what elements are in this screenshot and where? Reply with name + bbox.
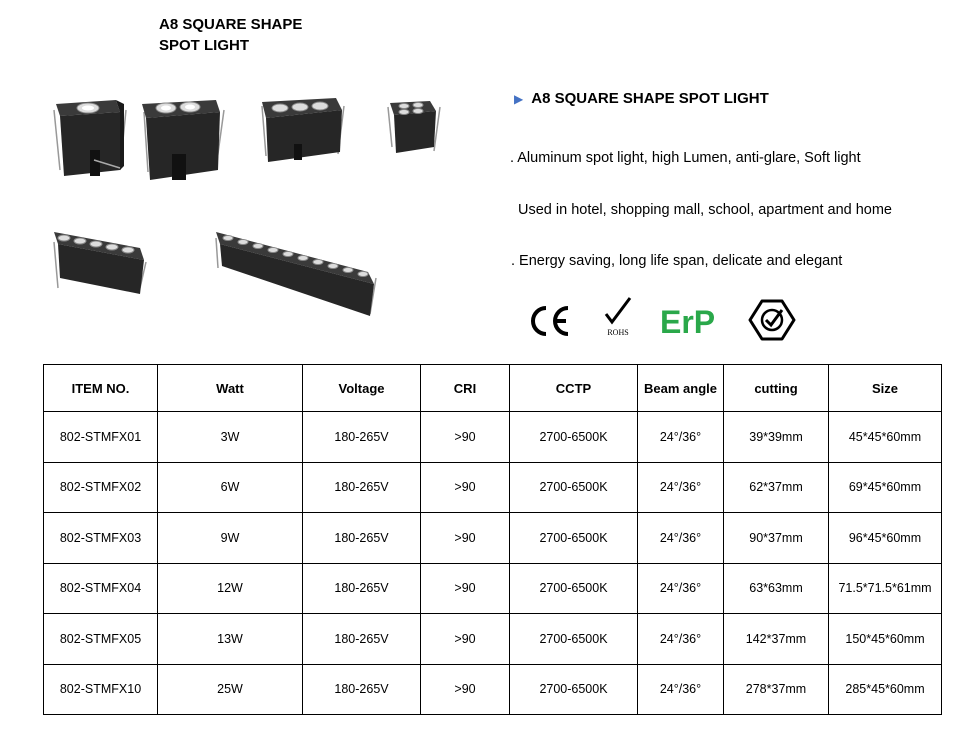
table-row: [44, 563, 942, 614]
table-cell: >90: [421, 614, 510, 665]
lamp-image-4: [386, 97, 442, 157]
rohs-logo-icon: ROHS: [598, 296, 638, 340]
table-cell: 180-265V: [303, 462, 421, 513]
lamp-image-5: [50, 226, 150, 298]
table-cell: >90: [421, 664, 510, 715]
table-cell: 71.5*71.5*61mm: [829, 563, 942, 614]
table-cell: 2700-6500K: [510, 412, 638, 463]
table-cell: 9W: [158, 513, 303, 564]
table-cell: 24°/36°: [638, 462, 724, 513]
table-cell: 12W: [158, 563, 303, 614]
table-cell: 63*63mm: [724, 563, 829, 614]
table-cell: 802-STMFX03: [44, 513, 158, 564]
table-cell: 142*37mm: [724, 614, 829, 665]
title-line-2: SPOT LIGHT: [159, 37, 249, 54]
table-cell: 13W: [158, 614, 303, 665]
feature-2: Used in hotel, shopping mall, school, apartment and home: [518, 202, 892, 218]
lamp-image-2: [138, 92, 228, 192]
spec-table: [43, 364, 942, 715]
lamp-image-6: [212, 226, 380, 318]
lamp-image-1: [50, 90, 130, 190]
table-cell: 39*39mm: [724, 412, 829, 463]
page-title: [159, 14, 302, 56]
rcm-logo-icon: [748, 298, 796, 342]
table-cell: 180-265V: [303, 412, 421, 463]
triangle-arrow-icon: ▶: [514, 92, 524, 106]
table-cell: >90: [421, 563, 510, 614]
table-cell: 6W: [158, 462, 303, 513]
table-cell: >90: [421, 462, 510, 513]
table-cell: 2700-6500K: [510, 563, 638, 614]
table-cell: 2700-6500K: [510, 462, 638, 513]
table-cell: >90: [421, 412, 510, 463]
table-cell: 2700-6500K: [510, 614, 638, 665]
header-size: Size: [829, 365, 942, 412]
table-cell: 180-265V: [303, 563, 421, 614]
table-row: [44, 664, 942, 715]
table-cell: 90*37mm: [724, 513, 829, 564]
header-cctp: CCTP: [510, 365, 638, 412]
table-cell: 62*37mm: [724, 462, 829, 513]
table-cell: 96*45*60mm: [829, 513, 942, 564]
table-cell: 45*45*60mm: [829, 412, 942, 463]
table-cell: 24°/36°: [638, 412, 724, 463]
table-cell: 278*37mm: [724, 664, 829, 715]
header-cri: CRI: [421, 365, 510, 412]
table-cell: 2700-6500K: [510, 664, 638, 715]
table-cell: 802-STMFX10: [44, 664, 158, 715]
table-cell: 802-STMFX02: [44, 462, 158, 513]
table-cell: 180-265V: [303, 513, 421, 564]
table-cell: 180-265V: [303, 664, 421, 715]
feature-3: . Energy saving, long life span, delicate and elegant: [511, 253, 843, 269]
table-cell: >90: [421, 513, 510, 564]
header-beam-angle: Beam angle: [638, 365, 724, 412]
table-cell: 802-STMFX05: [44, 614, 158, 665]
header-watt: Watt: [158, 365, 303, 412]
table-header-row: [44, 365, 942, 412]
table-cell: 69*45*60mm: [829, 462, 942, 513]
table-cell: 24°/36°: [638, 664, 724, 715]
product-heading: ▶ A8 SQUARE SHAPE SPOT LIGHT: [514, 90, 769, 107]
table-cell: 802-STMFX04: [44, 563, 158, 614]
table-row: [44, 462, 942, 513]
table-cell: 24°/36°: [638, 513, 724, 564]
title-line-1: A8 SQUARE SHAPE: [159, 16, 303, 33]
lamp-image-3: [258, 92, 348, 172]
table-cell: 2700-6500K: [510, 513, 638, 564]
header-voltage: Voltage: [303, 365, 421, 412]
erp-logo-icon: ErP: [660, 304, 716, 340]
table-cell: 802-STMFX01: [44, 412, 158, 463]
header-cutting: cutting: [724, 365, 829, 412]
table-cell: 3W: [158, 412, 303, 463]
table-cell: 150*45*60mm: [829, 614, 942, 665]
table-cell: 25W: [158, 664, 303, 715]
table-row: [44, 614, 942, 665]
feature-1: . Aluminum spot light, high Lumen, anti-glare, Soft light: [510, 150, 861, 166]
table-cell: 24°/36°: [638, 614, 724, 665]
table-cell: 24°/36°: [638, 563, 724, 614]
table-cell: 285*45*60mm: [829, 664, 942, 715]
table-row: [44, 513, 942, 564]
table-cell: 180-265V: [303, 614, 421, 665]
ce-logo-icon: [528, 303, 572, 339]
table-row: [44, 412, 942, 463]
header-item-no: ITEM NO.: [44, 365, 158, 412]
